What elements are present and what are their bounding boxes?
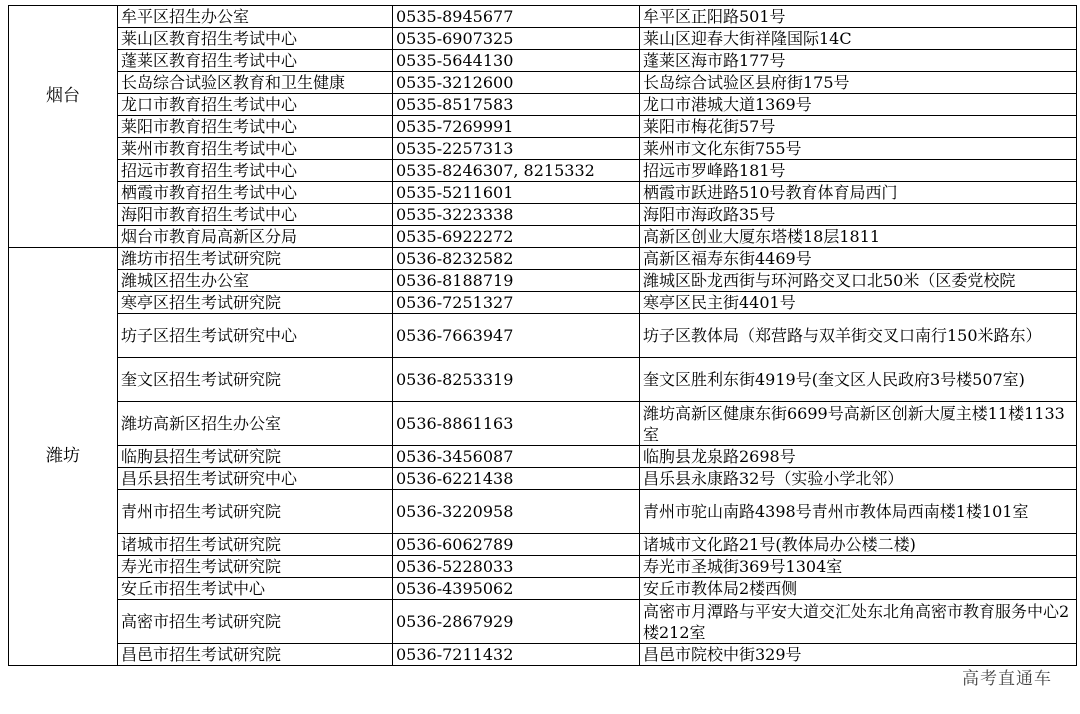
phone-cell: 0536-8188719 (393, 270, 640, 292)
office-name-cell: 莱阳市教育招生考试中心 (118, 116, 393, 138)
office-name-cell: 坊子区招生考试研究中心 (118, 314, 393, 358)
address-cell: 诸城市文化路21号(教体局办公楼二楼) (640, 534, 1077, 556)
table-row (9, 94, 1077, 116)
address-cell: 昌乐县永康路32号（实验小学北邻） (640, 468, 1077, 490)
office-name-cell: 潍坊市招生考试研究院 (118, 248, 393, 270)
office-name-cell: 海阳市教育招生考试中心 (118, 204, 393, 226)
table-row (9, 292, 1077, 314)
phone-cell: 0536-4395062 (393, 578, 640, 600)
address-cell: 牟平区正阳路501号 (640, 6, 1077, 28)
table-row (9, 50, 1077, 72)
office-name-cell: 长岛综合试验区教育和卫生健康 (118, 72, 393, 94)
phone-cell: 0536-5228033 (393, 556, 640, 578)
office-name-cell: 诸城市招生考试研究院 (118, 534, 393, 556)
phone-cell: 0535-7269991 (393, 116, 640, 138)
table-row (9, 270, 1077, 292)
table-row (9, 72, 1077, 94)
address-cell: 青州市驼山南路4398号青州市教体局西南楼1楼101室 (640, 490, 1077, 534)
address-cell: 奎文区胜利东街4919号(奎文区人民政府3号楼507室) (640, 358, 1077, 402)
table-row (9, 28, 1077, 50)
address-cell: 潍城区卧龙西街与环河路交叉口北50米（区委党校院 (640, 270, 1077, 292)
phone-cell: 0536-6062789 (393, 534, 640, 556)
address-cell: 长岛综合试验区县府街175号 (640, 72, 1077, 94)
address-cell: 龙口市港城大道1369号 (640, 94, 1077, 116)
table-row (9, 578, 1077, 600)
address-cell: 高新区福寿东街4469号 (640, 248, 1077, 270)
phone-cell: 0535-5211601 (393, 182, 640, 204)
table-row (9, 490, 1077, 534)
phone-cell: 0535-5644130 (393, 50, 640, 72)
office-name-cell: 莱州市教育招生考试中心 (118, 138, 393, 160)
city-cell: 烟台 (9, 6, 118, 248)
phone-cell: 0535-3212600 (393, 72, 640, 94)
address-cell: 蓬莱区海市路177号 (640, 50, 1077, 72)
watermark: 高考直通车 (962, 669, 1052, 689)
phone-cell: 0535-6907325 (393, 28, 640, 50)
office-name-cell: 临朐县招生考试研究院 (118, 446, 393, 468)
phone-cell: 0535-8945677 (393, 6, 640, 28)
phone-cell: 0536-8253319 (393, 358, 640, 402)
office-name-cell: 安丘市招生考试中心 (118, 578, 393, 600)
address-cell: 安丘市教体局2楼西侧 (640, 578, 1077, 600)
phone-cell: 0535-2257313 (393, 138, 640, 160)
table-row (9, 402, 1077, 446)
phone-cell: 0536-2867929 (393, 600, 640, 644)
table-row (9, 644, 1077, 666)
address-cell: 莱阳市梅花街57号 (640, 116, 1077, 138)
table-row (9, 116, 1077, 138)
table-row (9, 534, 1077, 556)
address-cell: 寒亭区民主街4401号 (640, 292, 1077, 314)
office-name-cell: 昌邑市招生考试研究院 (118, 644, 393, 666)
address-cell: 高密市月潭路与平安大道交汇处东北角高密市教育服务中心2楼212室 (640, 600, 1077, 644)
table-row (9, 160, 1077, 182)
table-row (9, 248, 1077, 270)
address-cell: 临朐县龙泉路2698号 (640, 446, 1077, 468)
table-row (9, 600, 1077, 644)
office-name-cell: 寿光市招生考试研究院 (118, 556, 393, 578)
address-cell: 莱州市文化东街755号 (640, 138, 1077, 160)
table-row (9, 446, 1077, 468)
phone-cell: 0536-7251327 (393, 292, 640, 314)
phone-cell: 0536-3220958 (393, 490, 640, 534)
contact-table (8, 5, 1077, 666)
table-row (9, 226, 1077, 248)
office-name-cell: 寒亭区招生考试研究院 (118, 292, 393, 314)
office-name-cell: 招远市教育招生考试中心 (118, 160, 393, 182)
address-cell: 海阳市海政路35号 (640, 204, 1077, 226)
address-cell: 寿光市圣城街369号1304室 (640, 556, 1077, 578)
address-cell: 栖霞市跃进路510号教育体育局西门 (640, 182, 1077, 204)
office-name-cell: 昌乐县招生考试研究中心 (118, 468, 393, 490)
phone-cell: 0535-6922272 (393, 226, 640, 248)
phone-cell: 0536-6221438 (393, 468, 640, 490)
table-row (9, 556, 1077, 578)
table-row (9, 468, 1077, 490)
office-name-cell: 栖霞市教育招生考试中心 (118, 182, 393, 204)
table-row (9, 204, 1077, 226)
address-cell: 莱山区迎春大街祥隆国际14C (640, 28, 1077, 50)
office-name-cell: 牟平区招生办公室 (118, 6, 393, 28)
phone-cell: 0535-3223338 (393, 204, 640, 226)
address-cell: 潍坊高新区健康东街6699号高新区创新大厦主楼11楼1133室 (640, 402, 1077, 446)
address-cell: 高新区创业大厦东塔楼18层1811 (640, 226, 1077, 248)
phone-cell: 0536-3456087 (393, 446, 640, 468)
table-row (9, 358, 1077, 402)
address-cell: 招远市罗峰路181号 (640, 160, 1077, 182)
phone-cell: 0536-8232582 (393, 248, 640, 270)
office-name-cell: 烟台市教育局高新区分局 (118, 226, 393, 248)
phone-cell: 0536-7663947 (393, 314, 640, 358)
table-row (9, 138, 1077, 160)
office-name-cell: 潍坊高新区招生办公室 (118, 402, 393, 446)
office-name-cell: 潍城区招生办公室 (118, 270, 393, 292)
table-body (9, 6, 1077, 666)
office-name-cell: 奎文区招生考试研究院 (118, 358, 393, 402)
phone-cell: 0535-8246307, 8215332 (393, 160, 640, 182)
phone-cell: 0536-7211432 (393, 644, 640, 666)
office-name-cell: 高密市招生考试研究院 (118, 600, 393, 644)
table-row (9, 314, 1077, 358)
address-cell: 昌邑市院校中街329号 (640, 644, 1077, 666)
table-row (9, 6, 1077, 28)
phone-cell: 0536-8861163 (393, 402, 640, 446)
city-cell: 潍坊 (9, 248, 118, 666)
office-name-cell: 莱山区教育招生考试中心 (118, 28, 393, 50)
address-cell: 坊子区教体局（郑营路与双羊街交叉口南行150米路东） (640, 314, 1077, 358)
office-name-cell: 蓬莱区教育招生考试中心 (118, 50, 393, 72)
table-row (9, 182, 1077, 204)
office-name-cell: 龙口市教育招生考试中心 (118, 94, 393, 116)
phone-cell: 0535-8517583 (393, 94, 640, 116)
office-name-cell: 青州市招生考试研究院 (118, 490, 393, 534)
